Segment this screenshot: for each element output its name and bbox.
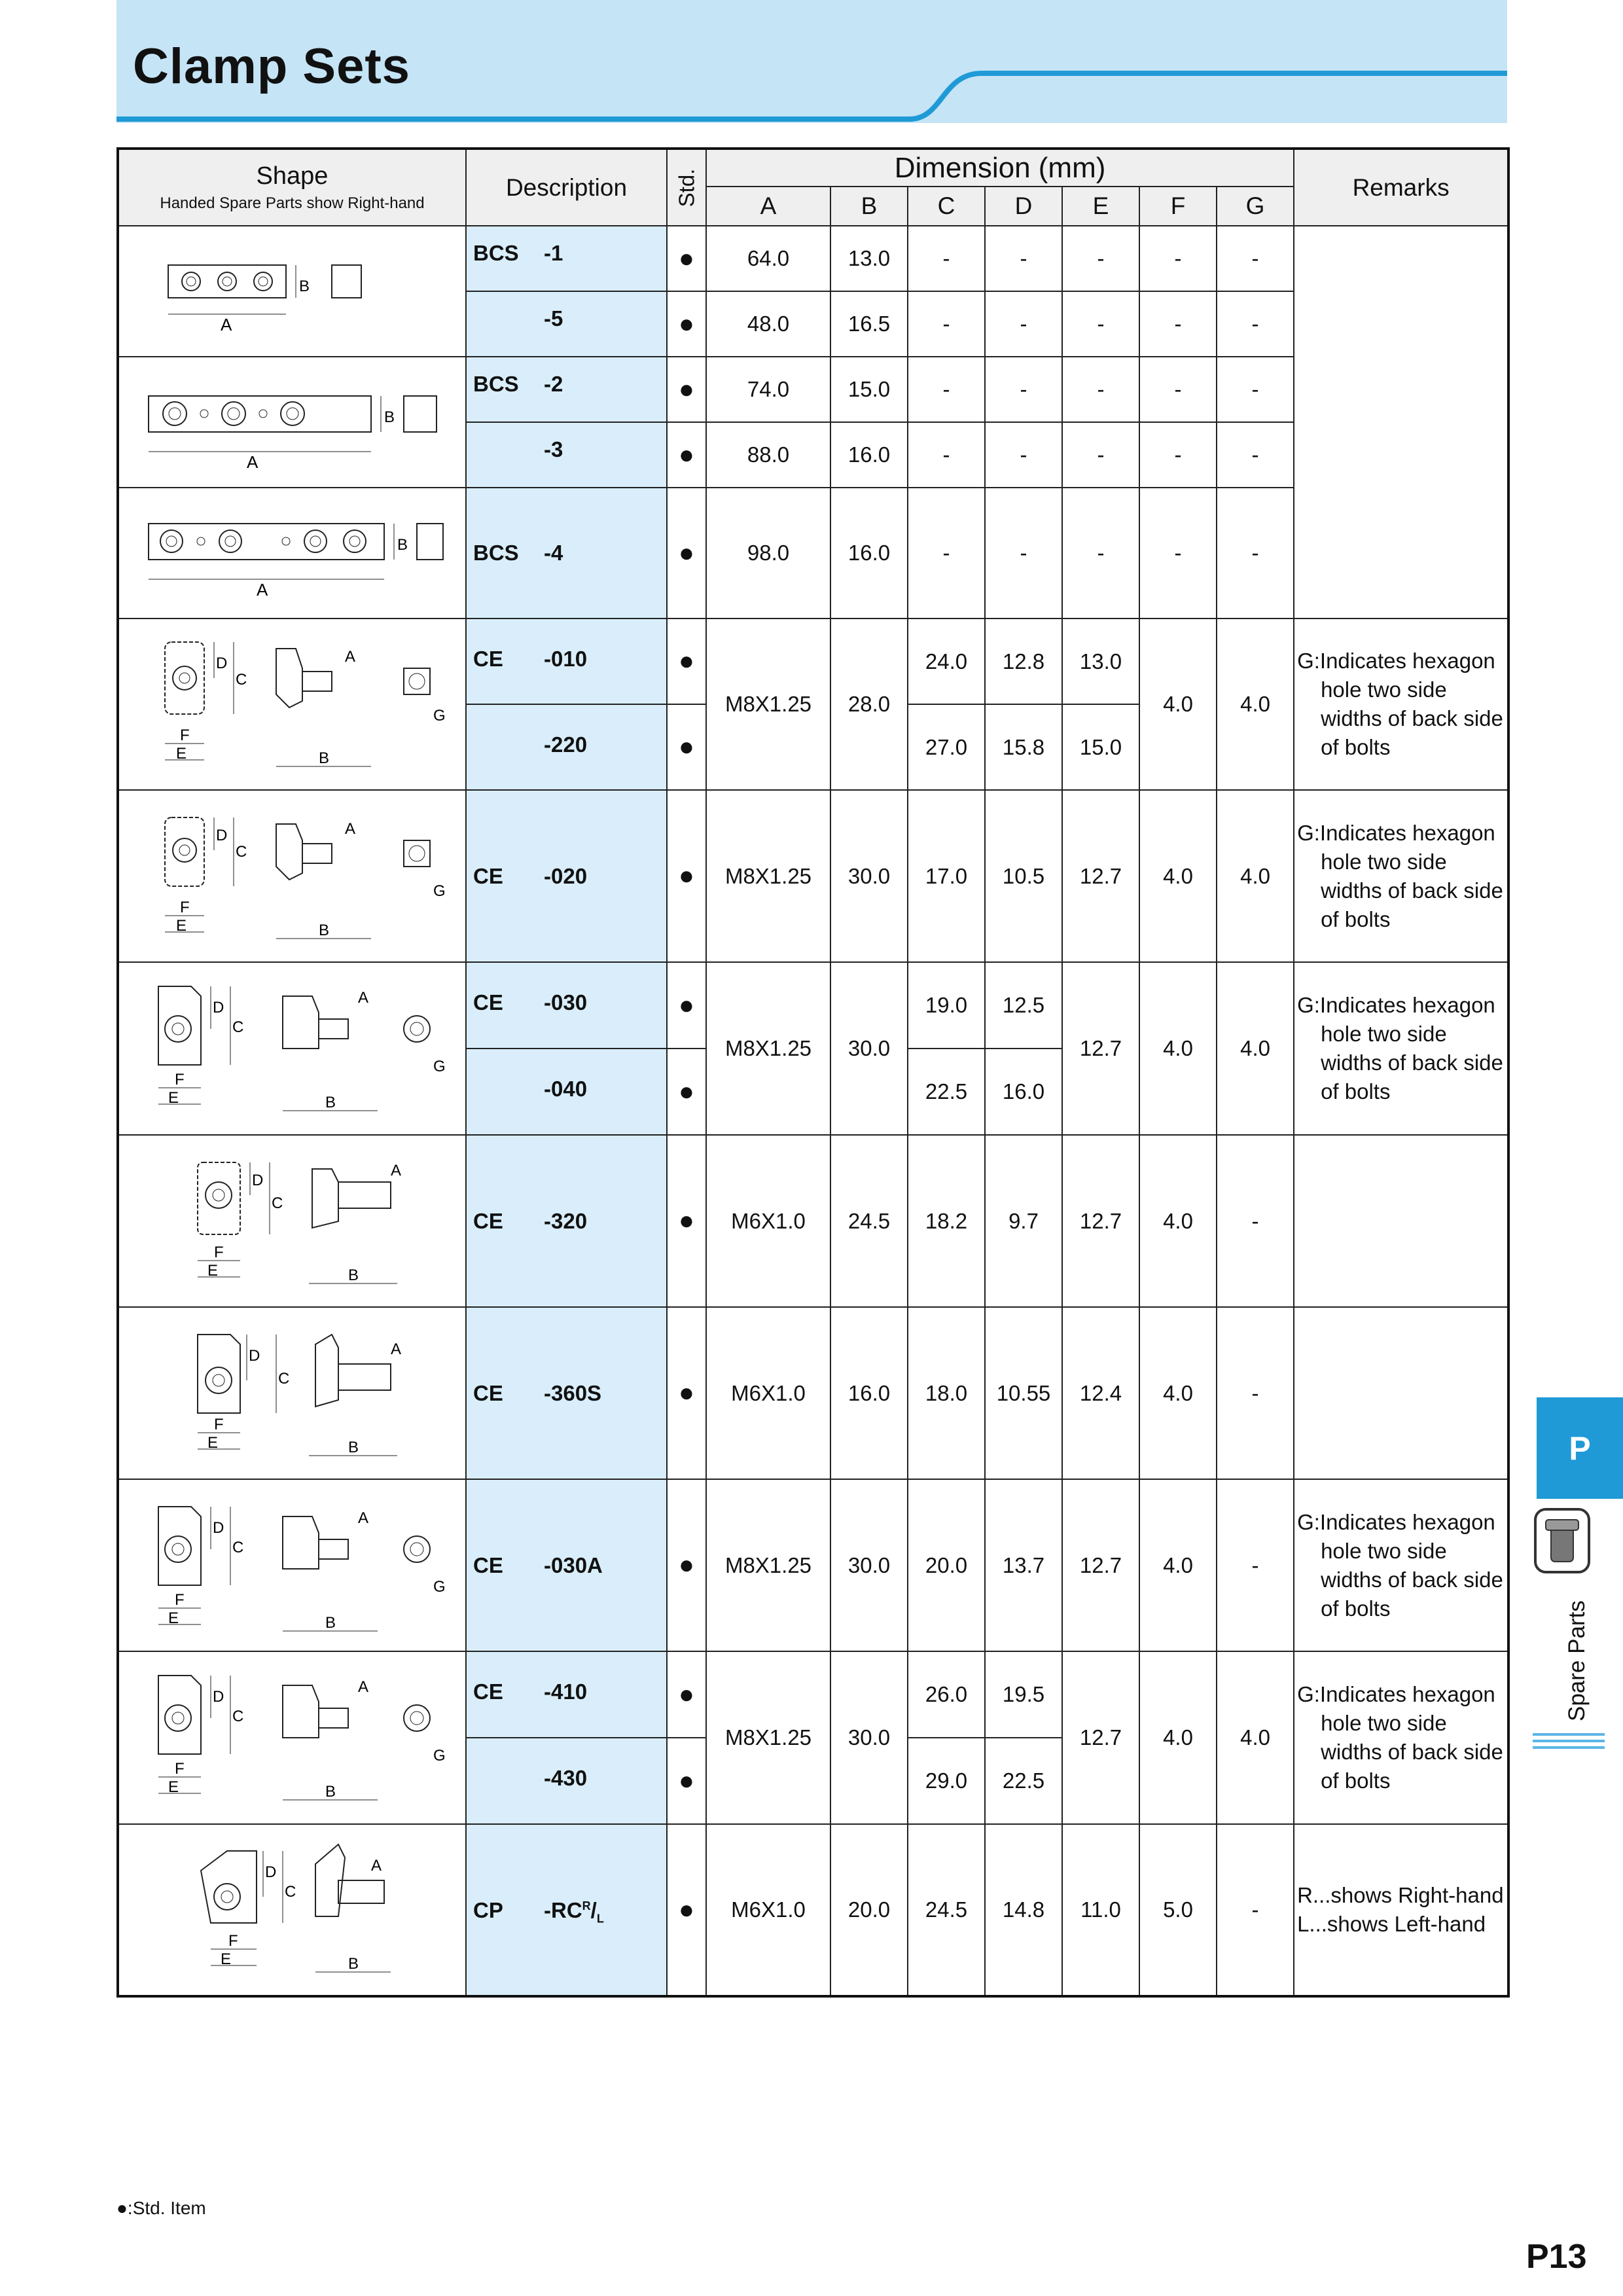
std-dot: ●	[667, 790, 706, 962]
svg-text:C: C	[232, 1538, 243, 1556]
std-dot: ●	[667, 357, 706, 422]
cell-e: -	[1062, 291, 1139, 357]
cell-d: 15.8	[985, 704, 1062, 790]
cell-b: 15.0	[830, 357, 908, 422]
page-number: P13	[1526, 2238, 1587, 2276]
svg-text:B: B	[383, 408, 395, 426]
col-c-header: C	[908, 187, 985, 226]
svg-text:A: A	[220, 315, 232, 334]
col-a-header: A	[706, 187, 830, 226]
cell-g: 4.0	[1217, 962, 1294, 1135]
svg-text:A: A	[357, 989, 368, 1007]
cell-g: 4.0	[1217, 790, 1294, 962]
cell-d: 13.7	[985, 1479, 1062, 1651]
cell-a: M8X1.25	[706, 790, 830, 962]
cell-a: M8X1.25	[706, 1651, 830, 1824]
cell-d: -	[985, 226, 1062, 291]
cell-d: 16.0	[985, 1049, 1062, 1135]
cell-a: M6X1.0	[706, 1824, 830, 1996]
description-cell: -5	[466, 291, 667, 357]
svg-text:A: A	[390, 1161, 401, 1179]
svg-text:A: A	[256, 580, 268, 600]
cell-e: 12.7	[1062, 962, 1139, 1135]
cell-e: 15.0	[1062, 704, 1139, 790]
svg-text:A: A	[344, 648, 355, 666]
cell-e: 12.7	[1062, 790, 1139, 962]
cell-a: 64.0	[706, 226, 830, 291]
svg-text:F: F	[174, 1590, 185, 1609]
cell-a: 74.0	[706, 357, 830, 422]
cell-c: 18.0	[908, 1307, 985, 1479]
remarks-cell: G:Indicates hexagon hole two side widths of back side of bolts	[1294, 1479, 1508, 1651]
cell-c: 24.0	[908, 619, 985, 704]
description-cell: CE -410	[466, 1651, 667, 1738]
cell-d: 22.5	[985, 1738, 1062, 1824]
remarks-cell	[1294, 1135, 1508, 1307]
dimension-header: Dimension (mm)	[706, 149, 1294, 187]
svg-text:F: F	[174, 1760, 185, 1778]
cell-a: M6X1.0	[706, 1307, 830, 1479]
side-decor-lines	[1533, 1728, 1605, 1754]
table-row	[118, 790, 1508, 962]
cell-b: 20.0	[830, 1824, 908, 1996]
svg-text:D: D	[212, 999, 224, 1016]
cell-a: 48.0	[706, 291, 830, 357]
ce-320-drawing	[118, 1135, 466, 1307]
clamp-bar-drawing	[155, 239, 430, 344]
std-dot: ●	[667, 1049, 706, 1135]
table-row	[118, 1824, 1508, 1996]
description-cell: CE -010	[466, 619, 667, 704]
cell-c: 27.0	[908, 704, 985, 790]
svg-text:E: E	[207, 1261, 218, 1280]
cell-e: 12.7	[1062, 1479, 1139, 1651]
svg-text:F: F	[174, 1071, 185, 1088]
description-cell: -220	[466, 704, 667, 790]
svg-text:E: E	[220, 1950, 231, 1968]
cell-g: -	[1217, 1824, 1294, 1996]
col-g-header: G	[1217, 187, 1294, 226]
cell-a: 98.0	[706, 488, 830, 619]
cell-f: -	[1139, 422, 1217, 488]
description-cell: -430	[466, 1738, 667, 1824]
cp-rc-drawing	[118, 1824, 466, 1996]
std-dot: ●	[667, 291, 706, 357]
cell-e: 12.7	[1062, 1135, 1139, 1307]
cell-d: -	[985, 422, 1062, 488]
cell-c: 22.5	[908, 1049, 985, 1135]
svg-text:B: B	[325, 1613, 336, 1632]
std-dot: ●	[667, 1135, 706, 1307]
svg-text:B: B	[318, 749, 329, 767]
ce-030a-drawing	[118, 1479, 466, 1651]
cell-g: -	[1217, 357, 1294, 422]
clamp-drawing	[129, 1656, 456, 1820]
cell-b: 16.0	[830, 488, 908, 619]
svg-text:D: D	[264, 1863, 276, 1881]
remarks-header: Remarks	[1294, 149, 1508, 226]
cell-d: 10.5	[985, 790, 1062, 962]
col-f-header: F	[1139, 187, 1217, 226]
cell-d: 12.5	[985, 962, 1062, 1049]
cell-d: 10.55	[985, 1307, 1062, 1479]
svg-text:A: A	[370, 1857, 382, 1874]
svg-text:A: A	[357, 1509, 368, 1527]
description-cell: BCS -2	[466, 357, 667, 422]
cell-b: 16.0	[830, 1307, 908, 1479]
cell-f: -	[1139, 488, 1217, 619]
table-row	[118, 1651, 1508, 1738]
svg-text:B: B	[298, 278, 310, 295]
cell-e: -	[1062, 357, 1139, 422]
cell-a: 88.0	[706, 422, 830, 488]
cell-b: 30.0	[830, 790, 908, 962]
remarks-cell	[1294, 226, 1508, 619]
table-row	[118, 1135, 1508, 1307]
cell-f: 5.0	[1139, 1824, 1217, 1996]
cell-d: 14.8	[985, 1824, 1062, 1996]
cell-f: -	[1139, 226, 1217, 291]
svg-text:F: F	[228, 1932, 238, 1950]
svg-text:G: G	[433, 707, 446, 725]
description-cell: -3	[466, 422, 667, 488]
cell-g: -	[1217, 226, 1294, 291]
cell-f: -	[1139, 357, 1217, 422]
svg-text:E: E	[168, 1089, 179, 1107]
svg-text:D: D	[212, 1518, 224, 1537]
description-cell: CE -320	[466, 1135, 667, 1307]
footnote: ●:Std. Item	[116, 2198, 206, 2218]
std-dot: ●	[667, 422, 706, 488]
bcs-4-drawing	[118, 488, 466, 619]
std-dot: ●	[667, 1479, 706, 1651]
clamp-drawing	[129, 622, 456, 786]
clamp-drawing	[142, 1315, 443, 1472]
clamp-drawing	[129, 798, 456, 955]
cell-c: -	[908, 357, 985, 422]
remarks-cell: G:Indicates hexagon hole two side widths of back side of bolts	[1294, 962, 1508, 1135]
cell-f: 4.0	[1139, 1135, 1217, 1307]
svg-text:A: A	[357, 1678, 368, 1696]
cell-e: -	[1062, 422, 1139, 488]
std-dot: ●	[667, 1824, 706, 1996]
cell-c: 29.0	[908, 1738, 985, 1824]
col-b-header: B	[830, 187, 908, 226]
cell-c: 18.2	[908, 1135, 985, 1307]
clamp-bar-drawing	[135, 504, 450, 602]
description-cell: CE -030	[466, 962, 667, 1049]
cell-c: -	[908, 488, 985, 619]
cell-a: M6X1.0	[706, 1135, 830, 1307]
svg-text:F: F	[213, 1415, 224, 1433]
ce-360s-drawing	[118, 1307, 466, 1479]
svg-text:F: F	[213, 1243, 224, 1261]
bcs-2-3-drawing	[118, 357, 466, 488]
svg-text:D: D	[215, 655, 227, 672]
std-dot: ●	[667, 1307, 706, 1479]
svg-text:B: B	[348, 1955, 359, 1973]
svg-text:B: B	[318, 921, 329, 939]
description-cell: -040	[466, 1049, 667, 1135]
shape-header: Shape Handed Spare Parts show Right-hand	[118, 149, 466, 226]
cell-b: 16.5	[830, 291, 908, 357]
clamp-bar-drawing	[142, 367, 443, 478]
cell-c: 24.5	[908, 1824, 985, 1996]
description-cell: CE -020	[466, 790, 667, 962]
cell-g: -	[1217, 422, 1294, 488]
bcs-1-5-drawing	[118, 226, 466, 357]
remarks-cell: R...shows Right-hand L...shows Left-hand	[1294, 1824, 1508, 1996]
svg-text:G: G	[433, 882, 446, 900]
cell-a: M8X1.25	[706, 1479, 830, 1651]
clamp-drawing	[129, 1487, 456, 1644]
svg-text:C: C	[235, 842, 247, 861]
cell-g: 4.0	[1217, 1651, 1294, 1824]
std-dot: ●	[667, 962, 706, 1049]
svg-text:B: B	[348, 1266, 359, 1284]
std-dot: ●	[667, 488, 706, 619]
table-row	[118, 619, 1508, 704]
cell-e: 13.0	[1062, 619, 1139, 704]
col-d-header: D	[985, 187, 1062, 226]
table-row	[118, 1479, 1508, 1651]
cell-e: -	[1062, 226, 1139, 291]
cell-e: 12.7	[1062, 1651, 1139, 1824]
cell-c: -	[908, 291, 985, 357]
svg-text:C: C	[232, 1018, 243, 1036]
svg-text:C: C	[271, 1194, 283, 1212]
cell-b: 16.0	[830, 422, 908, 488]
cell-d: 12.8	[985, 619, 1062, 704]
cell-c: 20.0	[908, 1479, 985, 1651]
svg-text:A: A	[246, 452, 258, 472]
svg-text:D: D	[212, 1688, 224, 1706]
page-title: Clamp Sets	[133, 39, 410, 94]
table-row	[118, 962, 1508, 1049]
cell-c: 19.0	[908, 962, 985, 1049]
description-cell: BCS -4	[466, 488, 667, 619]
cell-f: 4.0	[1139, 1307, 1217, 1479]
svg-text:E: E	[168, 1609, 179, 1627]
cell-f: 4.0	[1139, 619, 1217, 790]
std-dot: ●	[667, 1651, 706, 1738]
section-tab-p[interactable]: P	[1537, 1397, 1623, 1499]
remarks-cell: G:Indicates hexagon hole two side widths of back side of bolts	[1294, 790, 1508, 962]
cell-e: 12.4	[1062, 1307, 1139, 1479]
table-row	[118, 226, 1508, 291]
clamp-drawing	[142, 1143, 443, 1300]
cell-b: 28.0	[830, 619, 908, 790]
std-dot: ●	[667, 1738, 706, 1824]
svg-text:A: A	[390, 1340, 401, 1358]
cell-c: -	[908, 226, 985, 291]
cell-f: 4.0	[1139, 790, 1217, 962]
std-dot: ●	[667, 704, 706, 790]
svg-text:D: D	[248, 1346, 260, 1365]
svg-text:G: G	[433, 1747, 446, 1765]
cell-b: 30.0	[830, 1651, 908, 1824]
cell-g: -	[1217, 291, 1294, 357]
svg-text:D: D	[215, 826, 227, 844]
svg-text:F: F	[179, 726, 190, 744]
description-header: Description	[466, 149, 667, 226]
svg-text:F: F	[179, 898, 190, 916]
remarks-cell: G:Indicates hexagon hole two side widths of back side of bolts	[1294, 1651, 1508, 1824]
clamp-drawing	[129, 967, 456, 1130]
clamp-sets-table	[116, 147, 1510, 1998]
cell-b: 30.0	[830, 962, 908, 1135]
svg-text:E: E	[175, 916, 187, 935]
svg-text:C: C	[235, 671, 247, 689]
std-dot: ●	[667, 226, 706, 291]
ce-020-drawing	[118, 790, 466, 962]
cell-b: 24.5	[830, 1135, 908, 1307]
cell-c: 17.0	[908, 790, 985, 962]
svg-text:B: B	[325, 1094, 336, 1111]
std-header: Std.	[667, 149, 706, 226]
cell-d: 19.5	[985, 1651, 1062, 1738]
cell-f: 4.0	[1139, 1479, 1217, 1651]
cell-a: M8X1.25	[706, 962, 830, 1135]
remarks-cell	[1294, 1307, 1508, 1479]
cell-d: 9.7	[985, 1135, 1062, 1307]
cell-g: -	[1217, 1307, 1294, 1479]
svg-text:C: C	[232, 1708, 243, 1725]
side-label: Spare Parts	[1564, 1600, 1590, 1721]
svg-text:D: D	[251, 1171, 263, 1189]
svg-text:A: A	[344, 819, 355, 838]
description-cell: CE -030A	[466, 1479, 667, 1651]
col-e-header: E	[1062, 187, 1139, 226]
cell-e: -	[1062, 488, 1139, 619]
svg-text:C: C	[277, 1369, 289, 1388]
svg-text:B: B	[325, 1783, 336, 1801]
svg-text:B: B	[348, 1438, 359, 1456]
svg-text:C: C	[284, 1883, 296, 1901]
cell-g: -	[1217, 488, 1294, 619]
std-dot: ●	[667, 619, 706, 704]
cell-e: 11.0	[1062, 1824, 1139, 1996]
svg-text:G: G	[433, 1058, 446, 1075]
description-cell: BCS -1	[466, 226, 667, 291]
cell-a: M8X1.25	[706, 619, 830, 790]
cell-d: -	[985, 291, 1062, 357]
description-cell: CE -360S	[466, 1307, 667, 1479]
spare-parts-icon	[1533, 1507, 1592, 1579]
clamp-drawing	[142, 1831, 443, 1988]
cell-g: 4.0	[1217, 619, 1294, 790]
svg-text:E: E	[168, 1778, 179, 1796]
cell-f: 4.0	[1139, 1651, 1217, 1824]
table-row	[118, 1307, 1508, 1479]
cell-c: 26.0	[908, 1651, 985, 1738]
cell-f: -	[1139, 291, 1217, 357]
ce-010-220-drawing	[118, 619, 466, 790]
cell-g: -	[1217, 1135, 1294, 1307]
cell-f: 4.0	[1139, 962, 1217, 1135]
ce-410-430-drawing	[118, 1651, 466, 1824]
cell-b: 13.0	[830, 226, 908, 291]
svg-text:E: E	[207, 1433, 218, 1452]
cell-g: -	[1217, 1479, 1294, 1651]
ce-030-040-drawing	[118, 962, 466, 1135]
svg-text:G: G	[433, 1577, 446, 1596]
remarks-cell: G:Indicates hexagon hole two side widths of back side of bolts	[1294, 619, 1508, 790]
cell-c: -	[908, 422, 985, 488]
cell-b: 30.0	[830, 1479, 908, 1651]
description-cell: CP $-RC^R/_L$	[466, 1824, 667, 1996]
svg-text:B: B	[397, 536, 408, 554]
cell-d: -	[985, 357, 1062, 422]
svg-text:E: E	[175, 745, 187, 762]
cell-d: -	[985, 488, 1062, 619]
